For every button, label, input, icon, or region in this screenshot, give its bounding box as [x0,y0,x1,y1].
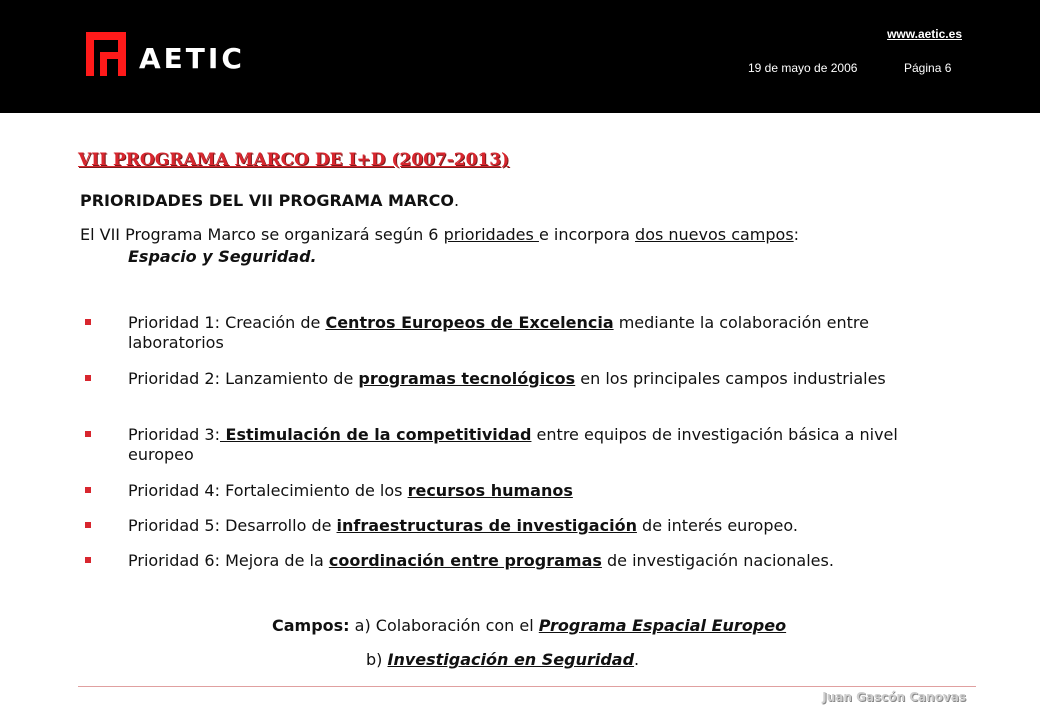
intro-paragraph [80,224,960,268]
priority-text: Prioridad 5: Desarrollo de [128,516,337,535]
priority-item-2 [80,369,960,389]
campos-a-text: a) Colaboración con el [349,616,539,635]
priority-item-5 [80,516,960,536]
priority-text: Prioridad 3: [128,425,220,444]
intro-text-1: El VII Programa Marco se organizará según 6 [80,225,444,244]
brand-name: AETIC [139,42,245,75]
header-bar [0,0,1040,113]
priority-text: en los principales campos industriales [575,369,886,388]
campos-b-text: b) [366,650,388,669]
priority-text: Prioridad 6: Mejora de la [128,551,329,570]
bullet-marker-icon [85,431,91,437]
campos-line-a [272,615,786,637]
bullet-marker-icon [85,319,91,325]
priority-keyword: programas tecnológicos [358,369,576,388]
intro-line-2: Espacio y Seguridad. [128,247,317,266]
campos-a-keyword: Programa Espacial Europeo [538,616,787,635]
intro-text-2: e incorpora [538,225,636,244]
intro-link-campos: dos nuevos campos [635,225,794,244]
intro-text-3: : [793,225,800,244]
priority-text: Prioridad 4: Fortalecimiento de los [128,481,408,500]
priority-keyword: Estimulación de la competitividad [219,425,532,444]
bullet-marker-icon [85,522,91,528]
priority-text: entre equipos de investigación básica a nivel europeo [128,425,898,464]
page-number: Página 6 [904,61,952,75]
intro-link-prioridades: prioridades [443,225,539,244]
priority-keyword: infraestructuras de investigación [336,516,637,535]
priority-text: de interés europeo. [636,516,798,535]
heading-period: . [454,191,460,210]
priority-item-6 [80,551,960,571]
campos-b-keyword: Investigación en Seguridad [387,650,635,669]
slide-title: VII PROGRAMA MARCO DE I+D (2007-2013) [78,150,510,170]
bullet-marker-icon [85,375,91,381]
slide-date: 19 de mayo de 2006 [748,61,858,75]
website-link[interactable]: www.aetic.es [887,27,962,41]
campos-label: Campos: [272,616,350,635]
campos-b-end: . [634,650,640,669]
priority-text: Prioridad 1: Creación de [128,313,326,332]
campos-line-b [366,649,639,671]
bullet-marker-icon [85,557,91,563]
bullet-marker-icon [85,487,91,493]
priority-keyword: recursos humanos [407,481,573,500]
priority-item-3 [80,425,960,465]
priority-keyword: Centros Europeos de Excelencia [325,313,614,332]
priority-text: mediante la colaboración entre laboratorios [128,313,869,352]
priority-item-1 [80,313,960,353]
footer-divider [78,686,976,687]
priority-text: de investigación nacionales. [601,551,834,570]
priority-keyword: coordinación entre programas [328,551,602,570]
section-heading [80,191,459,210]
author-name: Juan Gascón Canovas [822,690,966,704]
section-heading-text: PRIORIDADES DEL VII PROGRAMA MARCO [80,191,455,210]
priority-text: Prioridad 2: Lanzamiento de [128,369,359,388]
priority-item-4 [80,481,960,501]
